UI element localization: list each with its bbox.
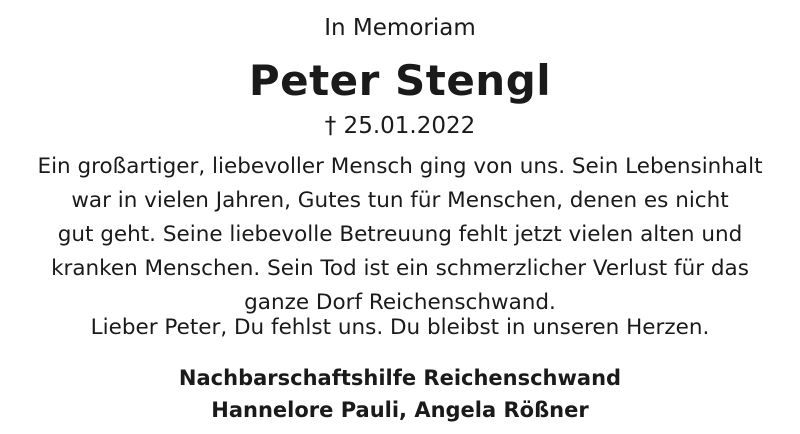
death-date: † 25.01.2022 — [324, 113, 476, 139]
signature-organization: Nachbarschaftshilfe Reichenschwand — [178, 366, 622, 390]
signature-names: Hannelore Pauli, Angela Rößner — [211, 398, 589, 422]
signature-block — [0, 362, 800, 426]
tribute-line: war in vielen Jahren, Gutes tun für Menschen, denen es nicht — [71, 188, 729, 213]
tribute-line: kranken Menschen. Sein Tod ist ein schmerzlicher Verlust für das — [51, 256, 749, 281]
tribute-text — [0, 150, 800, 320]
tribute-line: Ein großartiger, liebevoller Mensch ging von uns. Sein Lebensinhalt — [37, 154, 763, 179]
tribute-line: ganze Dorf Reichenschwand. — [244, 290, 556, 315]
deceased-name: Peter Stengl — [248, 56, 552, 105]
farewell-line: Lieber Peter, Du fehlst uns. Du bleibst in unseren Herzen. — [90, 315, 710, 340]
notice-heading: In Memoriam — [324, 15, 476, 41]
tribute-line: gut geht. Seine liebevolle Betreuung fehlt jetzt vielen alten und — [57, 222, 743, 247]
